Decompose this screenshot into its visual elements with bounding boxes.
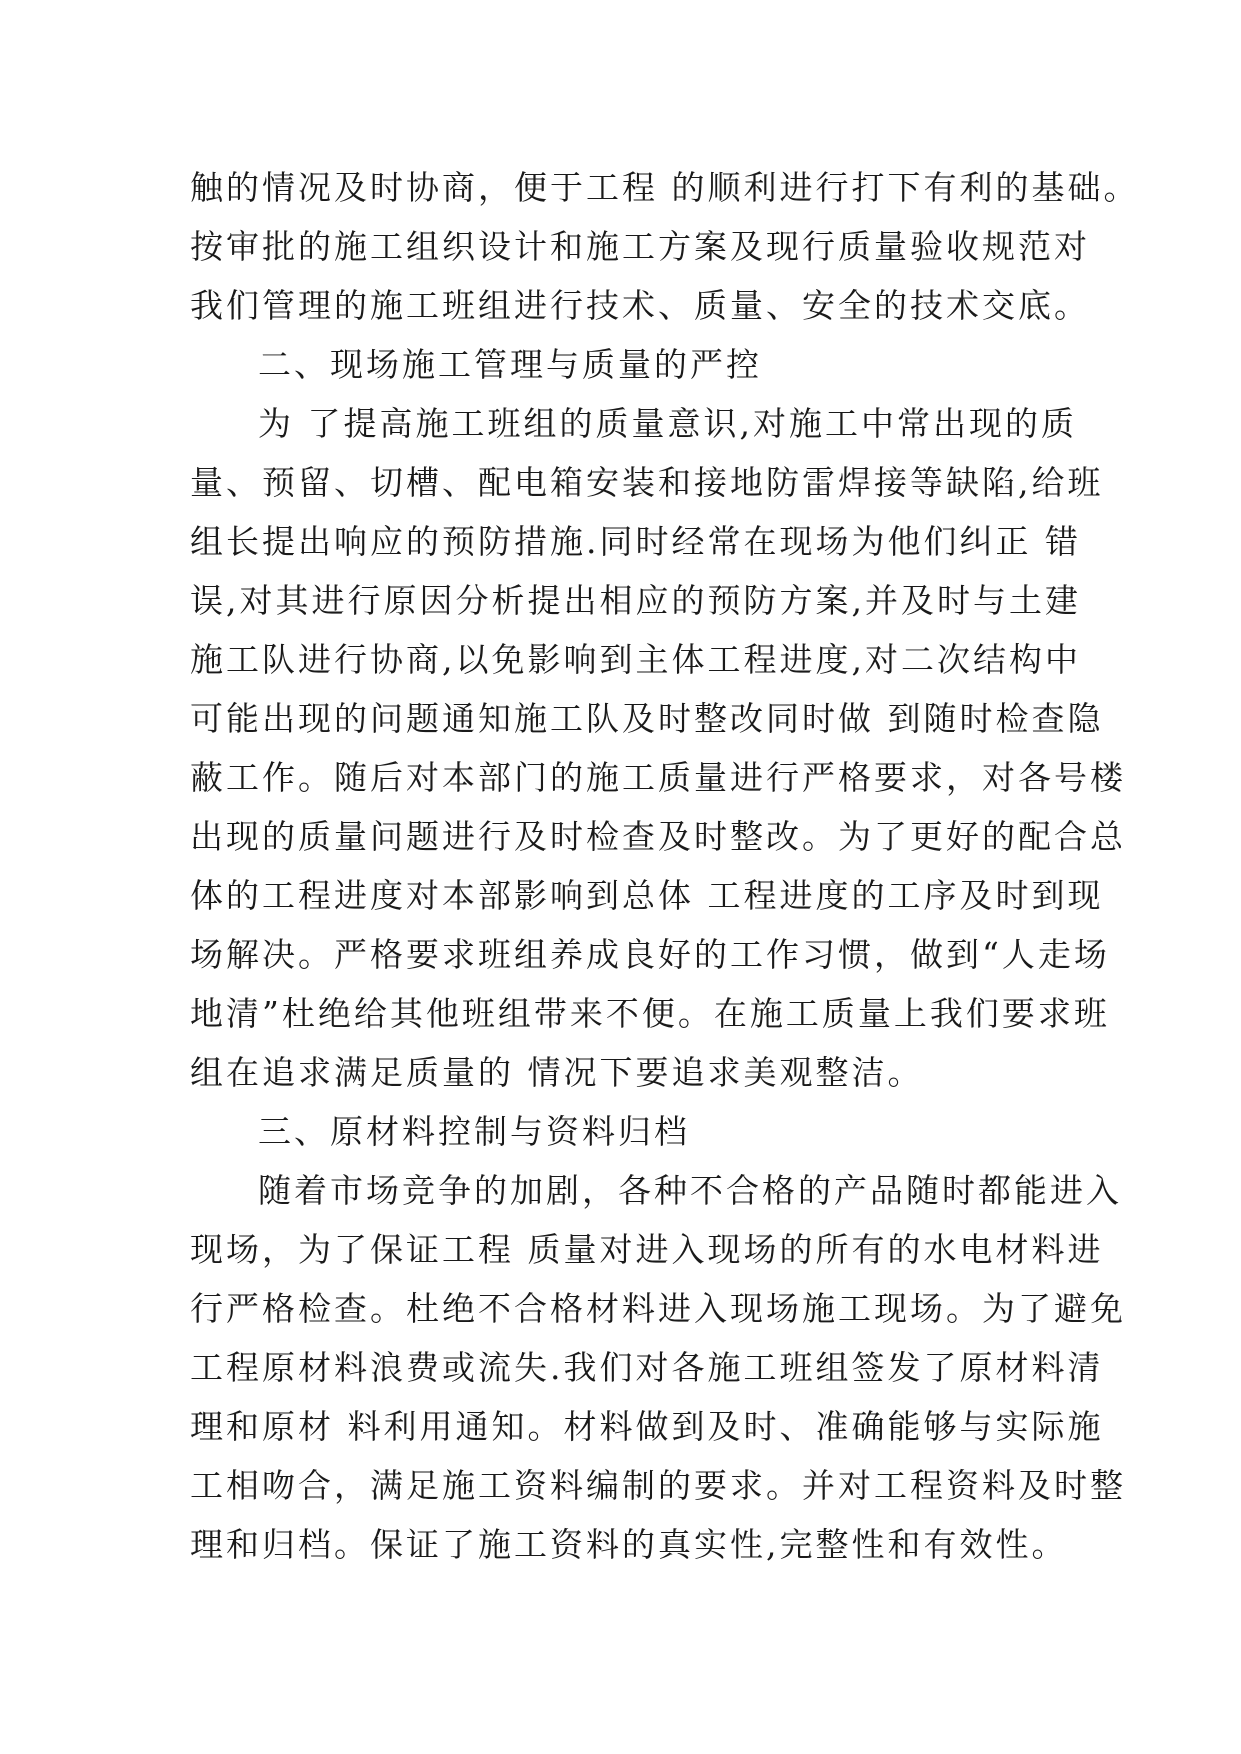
text-line: 随着市场竞争的加剧，各种不合格的产品随时都能进入 [258, 1171, 1122, 1210]
text-line: 场解决。严格要求班组养成良好的工作习惯，做到“人走场 [190, 935, 1110, 974]
section-heading-3: 三、原材料控制与资料归档 [258, 1112, 690, 1151]
text-line: 行严格检查。杜绝不合格材料进入现场施工现场。为了避免 [190, 1289, 1126, 1328]
text-line: 触的情况及时协商，便于工程 的顺利进行打下有利的基础。 [190, 168, 1140, 207]
text-line: 出现的质量问题进行及时检查及时整改。为了更好的配合总 [190, 817, 1126, 856]
text-line: 组在追求满足质量的 情况下要追求美观整洁。 [190, 1053, 924, 1092]
text-line: 现场，为了保证工程 质量对进入现场的所有的水电材料进 [190, 1230, 1104, 1269]
document-body [190, 158, 1140, 1574]
text-line: 理和归档。保证了施工资料的真实性,完整性和有效性。 [190, 1525, 1068, 1564]
text-line: 为 了提高施工班组的质量意识,对施工中常出现的质 [258, 404, 1077, 443]
section-heading-2: 二、现场施工管理与质量的严控 [258, 345, 762, 384]
text-line: 工程原材料浪费或流失.我们对各施工班组签发了原材料清 [190, 1348, 1104, 1387]
text-line: 施工队进行协商,以免影响到主体工程进度,对二次结构中 [190, 640, 1081, 679]
text-line: 组长提出响应的预防措施.同时经常在现场为他们纠正 错 [190, 522, 1081, 561]
text-line: 体的工程进度对本部影响到总体 工程进度的工序及时到现 [190, 876, 1104, 915]
text-line: 量、预留、切槽、配电箱安装和接地防雷焊接等缺陷,给班 [190, 463, 1104, 502]
text-line: 我们管理的施工班组进行技术、质量、安全的技术交底。 [190, 286, 1090, 325]
text-line: 地清”杜绝给其他班组带来不便。在施工质量上我们要求班 [190, 994, 1110, 1033]
text-line: 可能出现的问题通知施工队及时整改同时做 到随时检查隐 [190, 699, 1104, 738]
text-line: 理和原材 料利用通知。材料做到及时、准确能够与实际施 [190, 1407, 1104, 1446]
text-line: 按审批的施工组织设计和施工方案及现行质量验收规范对 [190, 227, 1090, 266]
text-line: 工相吻合，满足施工资料编制的要求。并对工程资料及时整 [190, 1466, 1126, 1505]
text-line: 误,对其进行原因分析提出相应的预防方案,并及时与土建 [190, 581, 1081, 620]
text-line: 蔽工作。随后对本部门的施工质量进行严格要求，对各号楼 [190, 758, 1126, 797]
